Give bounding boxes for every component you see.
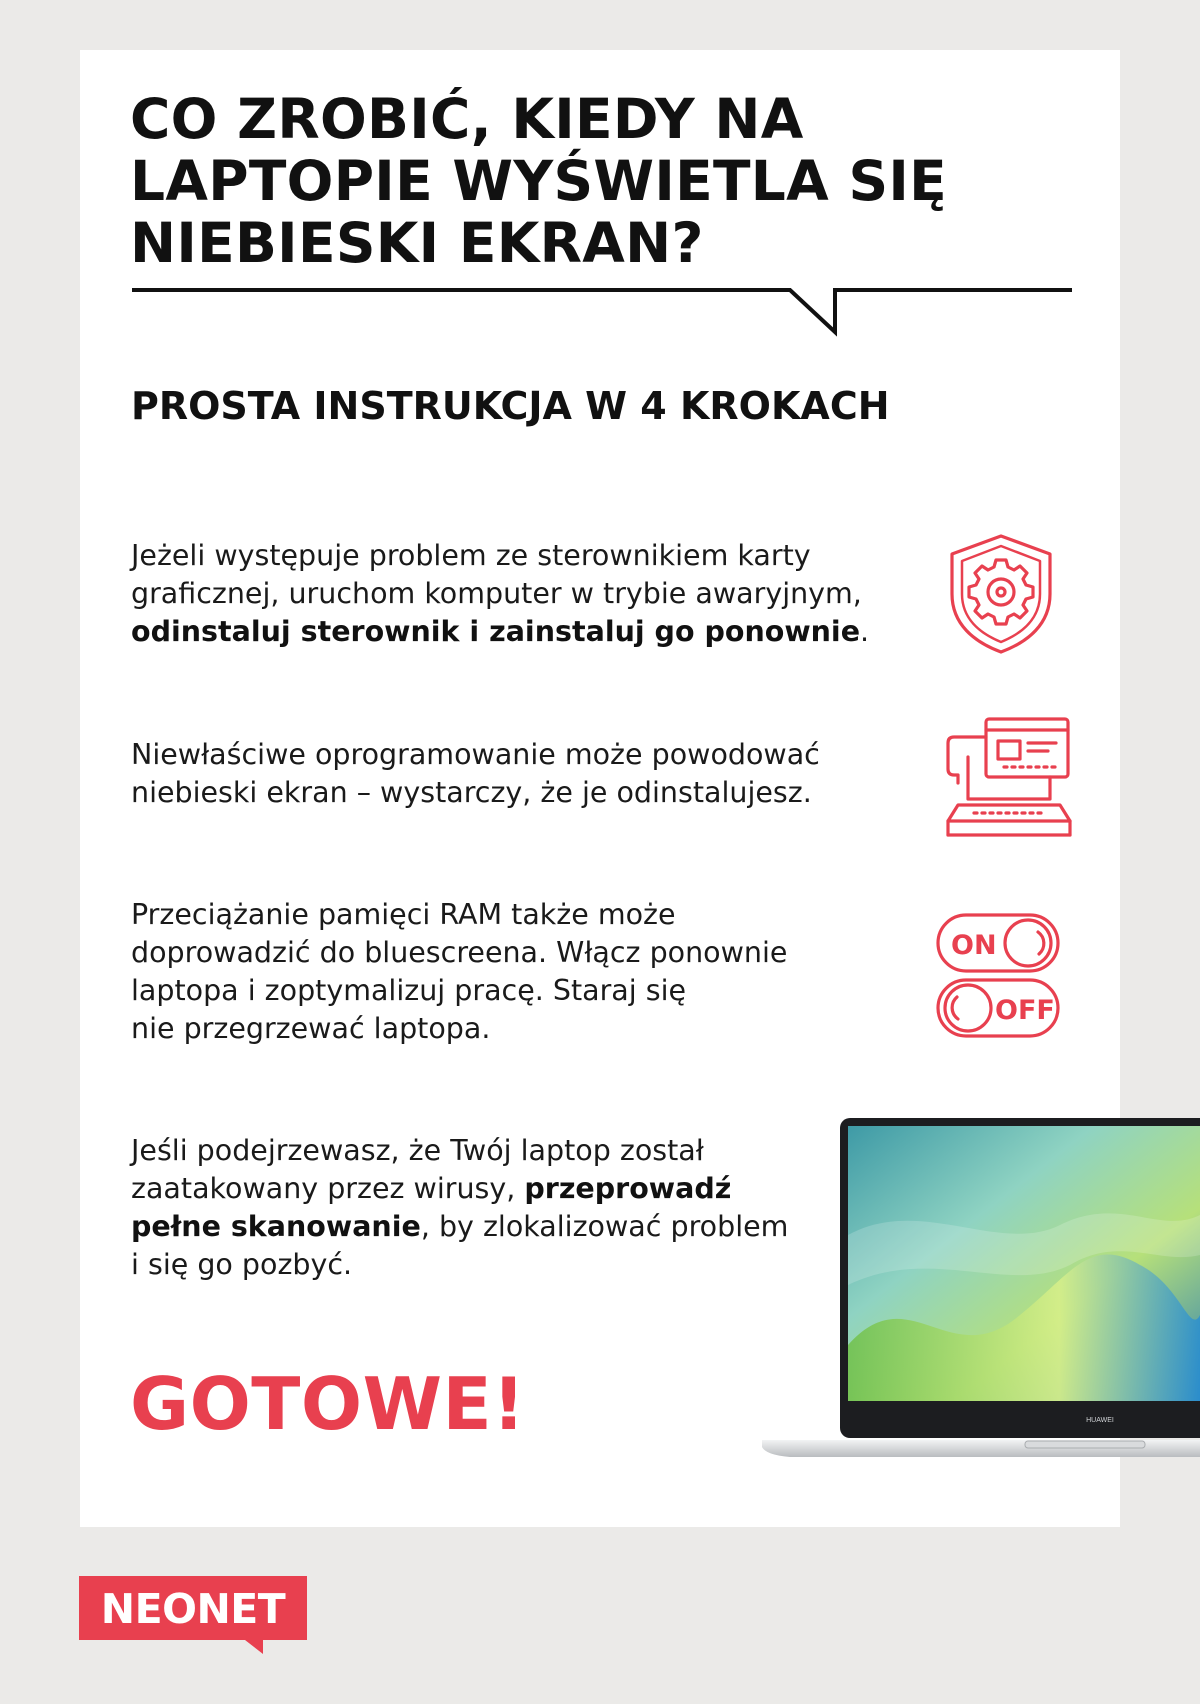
toggle-off-label: OFF bbox=[995, 995, 1055, 1026]
on-off-toggle-icon bbox=[936, 912, 1062, 1040]
title-line: NIEBIESKI EKRAN? bbox=[130, 211, 704, 275]
step-line: Niewłaściwe oprogramowanie może powodować bbox=[131, 738, 820, 771]
title-line: CO ZROBIĆ, KIEDY NA bbox=[130, 87, 804, 151]
step-line: i się go pozbyć. bbox=[131, 1248, 353, 1281]
step-line: Jeśli podejrzewasz, że Twój laptop został bbox=[131, 1134, 704, 1167]
step-line: pełne skanowanie, by zlokalizować problem bbox=[131, 1210, 789, 1243]
done-label: GOTOWE! bbox=[130, 1362, 526, 1446]
laptop-window-icon bbox=[944, 717, 1072, 839]
shield-gear-icon bbox=[938, 532, 1064, 656]
step-bold: przeprowadź bbox=[524, 1172, 732, 1205]
speech-bubble-divider bbox=[130, 282, 1075, 342]
step-line: Jeżeli występuje problem ze sterownikiem karty bbox=[131, 539, 811, 572]
page-title bbox=[130, 88, 990, 274]
step-line: nie przegrzewać laptopa. bbox=[131, 1012, 491, 1045]
step-line: odinstaluj sterownik i zainstaluj go ponownie. bbox=[131, 615, 870, 648]
step-line: doprowadzić do bluescreena. Włącz ponownie bbox=[131, 936, 788, 969]
step-line: zaatakowany przez wirusy, przeprowadź bbox=[131, 1172, 732, 1205]
step-bold: odinstaluj sterownik i zainstaluj go ponownie bbox=[131, 615, 861, 648]
toggle-on-label: ON bbox=[951, 930, 997, 961]
step-1-text bbox=[131, 537, 871, 651]
subtitle: PROSTA INSTRUKCJA W 4 KROKACH bbox=[131, 384, 890, 428]
step-3-text bbox=[131, 896, 871, 1048]
step-2-text bbox=[131, 736, 871, 812]
neonet-logo-text: NEONET bbox=[100, 1585, 286, 1633]
step-line: graficznej, uruchom komputer w trybie awaryjnym, bbox=[131, 577, 862, 610]
step-bold: pełne skanowanie bbox=[131, 1210, 421, 1243]
step-line: laptopa i zoptymalizuj pracę. Staraj się bbox=[131, 974, 687, 1007]
step-line: Przeciążanie pamięci RAM także może bbox=[131, 898, 676, 931]
title-line: LAPTOPIE WYŚWIETLA SIĘ bbox=[130, 149, 948, 213]
laptop-brand: HUAWEI bbox=[1086, 1417, 1114, 1424]
laptop-image bbox=[760, 1115, 1200, 1465]
step-line: niebieski ekran – wystarczy, że je odinstalujesz. bbox=[131, 776, 812, 809]
